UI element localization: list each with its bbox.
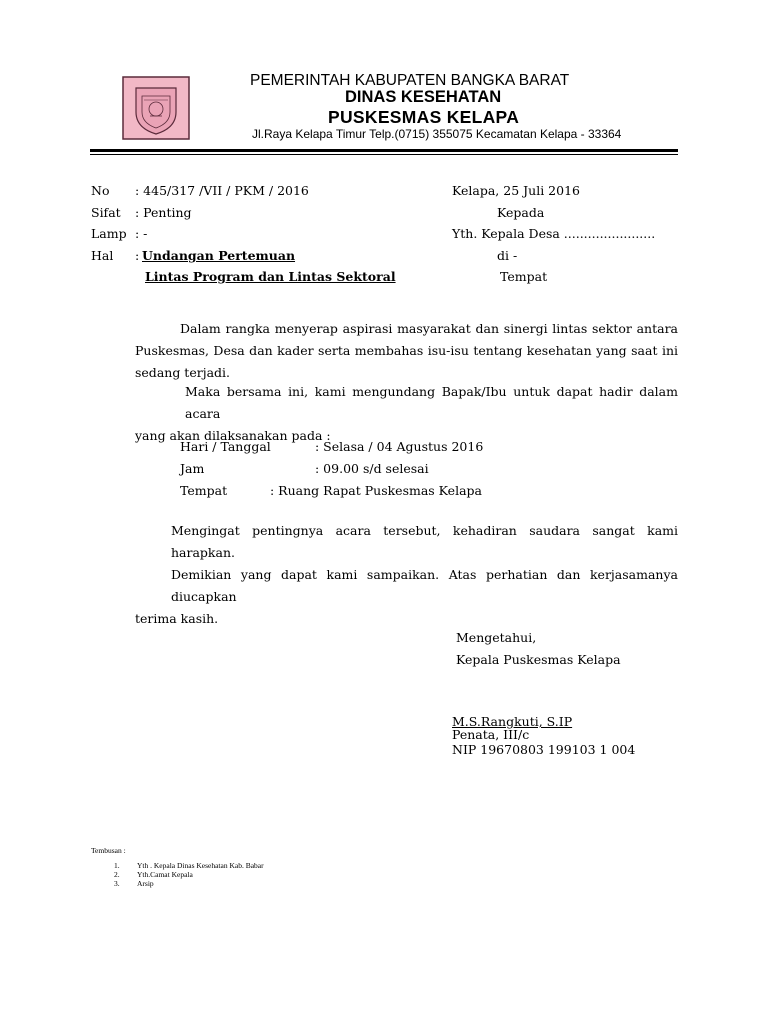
paragraph-3-line-1: Mengingat pentingnya acara tersebut, kehadiran saudara sangat kami harapkan. [171, 523, 678, 560]
tembusan-item-text: Yth . Kepala Dinas Kesehatan Kab. Babar [137, 861, 264, 870]
paragraph-1 [135, 318, 678, 384]
recipient-tempat: Tempat [500, 269, 548, 284]
no-value: : 445/317 /VII / PKM / 2016 [135, 183, 309, 198]
paragraph-1-line-3: sedang terjadi. [135, 365, 230, 380]
paragraph-3 [135, 520, 678, 630]
event-place-value: : Ruang Rapat Puskesmas Kelapa [270, 483, 482, 498]
sifat-value: : Penting [135, 205, 192, 220]
no-label: No [91, 183, 110, 198]
event-day-label: Hari / Tanggal [180, 439, 271, 454]
paragraph-1-line-1: Dalam rangka menyerap aspirasi masyarakat dan sinergi lintas sektor antara [180, 321, 678, 336]
paragraph-2 [135, 381, 678, 447]
hal-label: Hal [91, 248, 114, 263]
letterhead-line3: PUSKESMAS KELAPA [328, 107, 520, 127]
paragraph-2-line-2: yang akan dilaksanakan pada : [135, 428, 331, 443]
tembusan-item-num: 2. [114, 870, 120, 879]
tembusan-item-num: 1. [114, 861, 120, 870]
letterhead-rule-thin [90, 154, 678, 155]
recipient-yth: Yth. Kepala Desa ....................... [452, 226, 656, 241]
event-place-label: Tempat [180, 483, 228, 498]
signature-rank: Penata, III/c [452, 727, 530, 742]
hal-colon: : [135, 248, 140, 263]
tembusan-item-text: Arsip [137, 879, 154, 888]
letterhead-rule-thick [90, 149, 678, 152]
signature-mengetahui: Mengetahui, [456, 630, 537, 645]
hal-subject-line1: Undangan Pertemuan [142, 248, 296, 263]
paragraph-2-line-1: Maka bersama ini, kami mengundang Bapak/Ibu untuk dapat hadir dalam acara [185, 384, 678, 421]
event-time-value: : 09.00 s/d selesai [315, 461, 429, 476]
signature-nip: NIP 19670803 199103 1 004 [452, 742, 636, 757]
sifat-label: Sifat [91, 205, 121, 220]
lamp-value: : - [135, 226, 148, 241]
government-emblem-logo [122, 76, 190, 140]
tembusan-item-num: 3. [114, 879, 120, 888]
recipient-di: di - [497, 248, 518, 263]
event-time-label: Jam [180, 461, 205, 476]
tembusan-label: Tembusan : [91, 846, 126, 855]
signature-name: M.S.Rangkuti, S.IP [452, 714, 573, 729]
paragraph-3-line-2: Demikian yang dapat kami sampaikan. Atas perhatian dan kerjasamanya diucapkan [171, 567, 678, 604]
hal-subject-line2: Lintas Program dan Lintas Sektoral [145, 269, 396, 284]
letter-date: Kelapa, 25 Juli 2016 [452, 183, 580, 198]
signature-title: Kepala Puskesmas Kelapa [456, 652, 621, 667]
letterhead-line2: DINAS KESEHATAN [345, 88, 502, 106]
letterhead-line1: PEMERINTAH KABUPATEN BANGKA BARAT [250, 72, 570, 89]
paragraph-3-line-3: terima kasih. [135, 611, 219, 626]
paragraph-1-line-2: Puskesmas, Desa dan kader serta membahas isu-isu tentang kesehatan yang saat ini [135, 343, 678, 358]
recipient-kepada: Kepada [497, 205, 545, 220]
lamp-label: Lamp [91, 226, 127, 241]
tembusan-item-text: Yth.Camat Kepala [137, 870, 193, 879]
letterhead-address: Jl.Raya Kelapa Timur Telp.(0715) 355075 Kecamatan Kelapa - 33364 [252, 127, 622, 141]
event-day-value: : Selasa / 04 Agustus 2016 [315, 439, 484, 454]
